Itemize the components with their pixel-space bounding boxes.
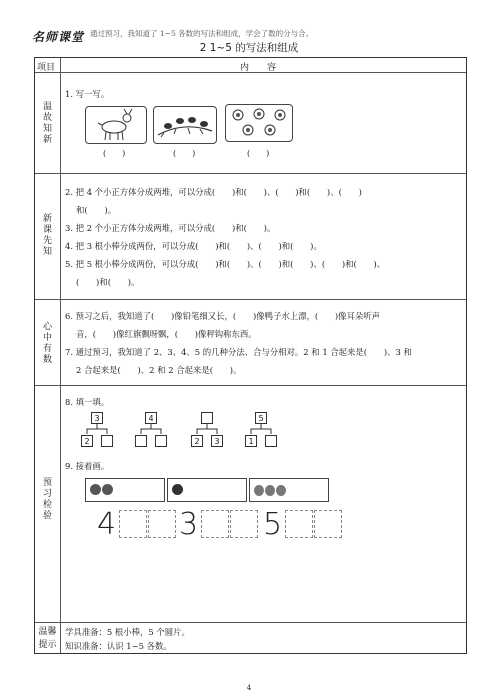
grape-icon	[102, 484, 113, 495]
section-label-review: 温 故 知 新	[42, 102, 52, 145]
goat-icon	[86, 107, 146, 143]
tree-4-right-input[interactable]	[265, 435, 277, 447]
publisher-logo: 名师课堂	[32, 30, 85, 44]
tip-materials: 学具准备：5 根小棒，5 个圆片。	[65, 627, 190, 637]
page-number: 4	[246, 684, 252, 692]
section-label-new: 新 课 先 知	[42, 214, 52, 257]
draw-box-1[interactable]	[85, 478, 165, 502]
question-7-line-1: 7. 通过预习，我知道了 2、3、4、5 的几种分法、合与分相对。2 和 1 合起来是( )、3 和	[65, 347, 412, 357]
tree-2-left-input[interactable]	[135, 435, 147, 447]
question-2-line-1: 2. 把 4 个小正方体分成两堆，可以分成( )和( )、( )和( )、( )	[65, 187, 362, 197]
row-divider	[35, 173, 466, 174]
column-divider	[60, 58, 61, 653]
section-label-mind: 心 中 有 数	[42, 322, 52, 365]
tree-2-right-input[interactable]	[155, 435, 167, 447]
answer-blank-1[interactable]: ( )	[103, 149, 126, 158]
tree-4-left: 1	[245, 435, 257, 447]
answer-blank-2[interactable]: ( )	[173, 149, 196, 158]
question-6-line-1: 6. 预习之后，我知道了( )像铅笔细又长，( )像鸭子水上漂，( )像耳朵听声	[65, 311, 381, 321]
question-7-line-2: 2 合起来是( )、2 和 2 合起来是( )。	[65, 365, 242, 375]
flower-icon	[226, 105, 292, 141]
tree-1-top: 3	[91, 412, 103, 424]
pear-icon	[265, 485, 275, 496]
tree-1-left: 2	[81, 435, 93, 447]
question-2-line-2: 和( )。	[65, 205, 117, 215]
flowers-picture	[225, 104, 293, 142]
question-3: 3. 把 2 个小正方体分成两堆，可以分成( )和( )。	[65, 223, 276, 233]
question-4: 4. 把 3 根小棒分成两份，可以分成( )和( )、( )和( )。	[65, 241, 322, 251]
worksheet-table	[34, 57, 467, 654]
writing-grid[interactable]	[230, 510, 258, 538]
number-three: 3	[179, 507, 199, 542]
grape-icon	[90, 484, 101, 495]
section-label-check: 预 习 检 验	[42, 478, 52, 521]
question-8: 8. 填一填。	[65, 397, 110, 407]
draw-box-3[interactable]	[249, 478, 329, 502]
question-1: 1. 写一写。	[65, 89, 110, 99]
row-divider	[35, 299, 466, 300]
draw-box-2[interactable]	[167, 478, 247, 502]
writing-grid[interactable]	[314, 510, 342, 538]
goat-picture	[85, 106, 147, 144]
tree-3-top-input[interactable]	[201, 412, 213, 424]
apple-icon	[172, 484, 183, 495]
number-five: 5	[263, 507, 283, 542]
tree-3-right: 3	[211, 435, 223, 447]
writing-grid[interactable]	[119, 510, 147, 538]
number-four: 4	[97, 507, 117, 542]
pear-icon	[254, 485, 264, 496]
tree-1-right-input[interactable]	[101, 435, 113, 447]
birds-on-branch-picture	[153, 106, 217, 144]
writing-grid[interactable]	[285, 510, 313, 538]
section-label-tips: 温馨 提示	[38, 627, 57, 650]
answer-blank-3[interactable]: ( )	[247, 149, 270, 158]
birds-icon	[154, 107, 216, 143]
writing-grid[interactable]	[148, 510, 176, 538]
question-5-line-1: 5. 把 5 根小棒分成两份，可以分成( )和( )、( )和( )、( )和( )、	[65, 259, 386, 269]
column-header-content: 内 容	[240, 63, 277, 73]
pear-icon	[276, 485, 286, 496]
page-title: 2 1~5 的写法和组成	[199, 42, 299, 54]
column-header-item: 项目	[37, 63, 56, 73]
top-description: 通过预习，我知道了 1~5 各数的写法和组成，学会了数的分与合。	[90, 29, 314, 38]
question-9: 9. 接着画。	[65, 461, 110, 471]
tree-3-left: 2	[191, 435, 203, 447]
tree-4-top: 5	[255, 412, 267, 424]
question-6-line-2: 音，( )像红旗飘呀飘，( )像秤钩称东西。	[65, 329, 257, 339]
tree-2-top: 4	[145, 412, 157, 424]
row-divider	[35, 622, 466, 623]
writing-grid[interactable]	[201, 510, 229, 538]
question-5-line-2: ( )和( )。	[65, 277, 140, 287]
tip-knowledge: 知识准备：认识 1~5 各数。	[65, 641, 172, 651]
row-divider	[35, 385, 466, 386]
